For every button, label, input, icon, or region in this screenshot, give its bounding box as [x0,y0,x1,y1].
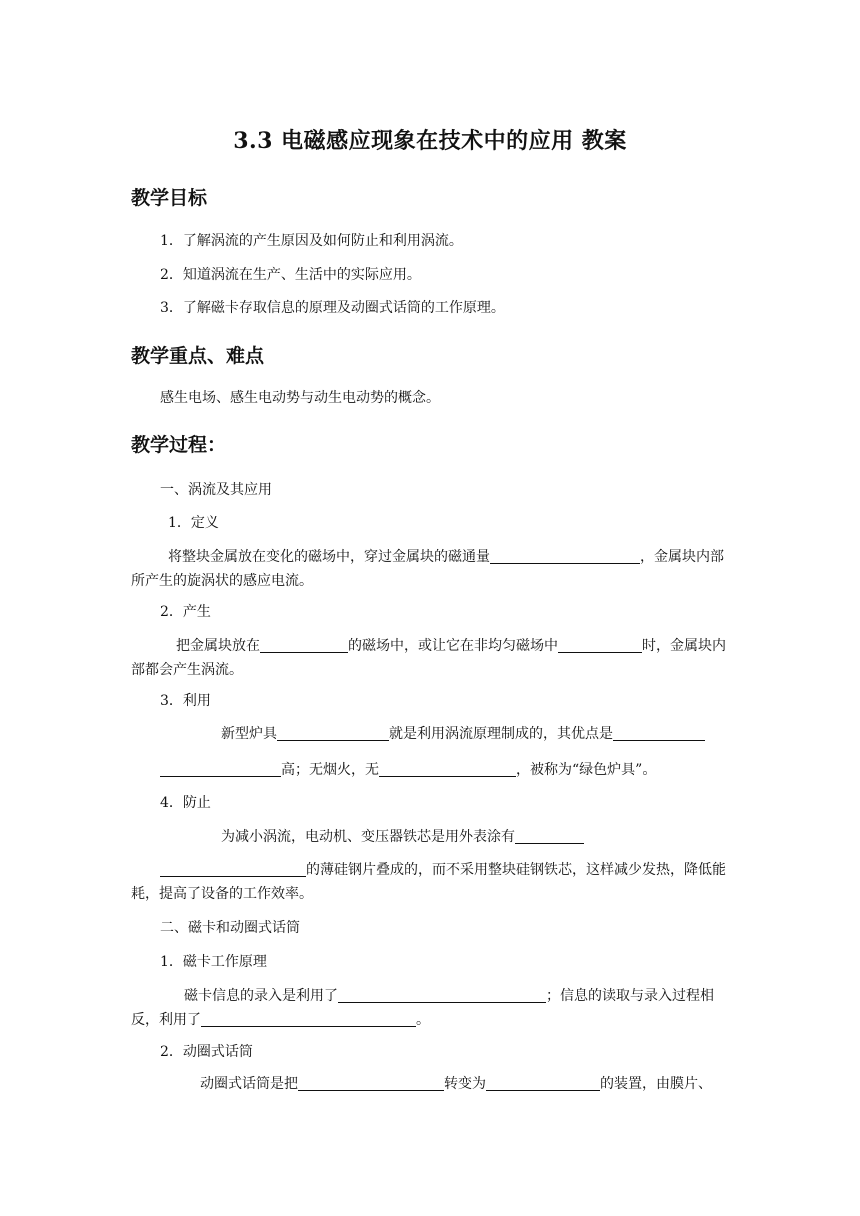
subsection-title: 4．防止 [160,795,211,811]
paragraph-prevention-line2 [131,858,729,906]
text: 的磁场中，或让它在非均匀磁场中 [348,638,558,654]
fill-blank [338,986,546,1003]
text: 新型炉具 [221,726,277,742]
fill-blank [515,827,584,844]
text: ，被称为“绿色炉具”。 [516,762,657,778]
fill-blank [260,636,348,653]
text: 为减小涡流，电动机、变压器铁芯是用外表涂有 [221,829,515,845]
paragraph-microphone [200,1074,712,1096]
text: 将整块金属放在变化的磁场中，穿过金属块的磁通量 [168,549,490,565]
fill-blank [160,860,306,877]
fill-blank [379,760,516,777]
fill-blank [613,724,705,741]
section-heading-keypoints: 教学重点、难点 [131,345,265,367]
paragraph-magnetic-card [131,984,729,1032]
fill-blank [277,724,389,741]
fill-blank [201,1010,416,1027]
fill-blank [490,547,640,564]
paragraph-generation [131,634,729,682]
goal-item: 1．了解涡流的产生原因及如何防止和利用涡流。 [160,233,463,249]
paragraph-usage-line1 [221,724,705,746]
text: 把金属块放在 [176,638,260,654]
text: ，金属块内部所产生的旋涡状的感应电流。 [131,549,724,589]
text: 。 [416,1012,430,1028]
part-title: 一、涡流及其应用 [160,482,272,498]
document-title: 3.3 电磁感应现象在技术中的应用 教案 [233,128,627,154]
text: 的装置，由膜片、 [600,1076,712,1092]
fill-blank [298,1074,444,1091]
subsection-title: 2．动圈式话筒 [160,1044,253,1060]
text: 动圈式话筒是把 [200,1076,298,1092]
text: 转变为 [444,1076,486,1092]
paragraph-definition [131,545,729,593]
goal-item: 2．知道涡流在生产、生活中的实际应用。 [160,267,421,283]
section-heading-process: 教学过程： [131,434,227,456]
paragraph-prevention-line1 [221,827,584,849]
text: 的薄硅钢片叠成的，而不采用整块硅钢铁芯，这样减少发热，降低能耗，提高了设备的工作效率。 [131,862,726,902]
fill-blank [486,1074,600,1091]
paragraph-usage-line2 [160,760,656,782]
subsection-title: 1．定义 [168,515,219,531]
subsection-title: 3．利用 [160,693,211,709]
fill-blank [558,636,642,653]
part-title: 二、磁卡和动圈式话筒 [160,920,300,936]
text: 就是利用涡流原理制成的，其优点是 [389,726,613,742]
text: 时，金属块内部都会产生涡流。 [131,638,726,678]
text: ；信息的读取与录入过程相反，利用了 [131,988,714,1028]
subsection-title: 1．磁卡工作原理 [160,954,267,970]
section-heading-goals: 教学目标 [131,187,208,209]
text: 磁卡信息的录入是利用了 [184,988,338,1004]
subsection-title: 2．产生 [160,604,211,620]
fill-blank [160,760,281,777]
goal-item: 3．了解磁卡存取信息的原理及动圈式话筒的工作原理。 [160,300,505,316]
keypoints-text: 感生电场、感生电动势与动生电动势的概念。 [160,390,440,406]
text: 高；无烟火，无 [281,762,379,778]
